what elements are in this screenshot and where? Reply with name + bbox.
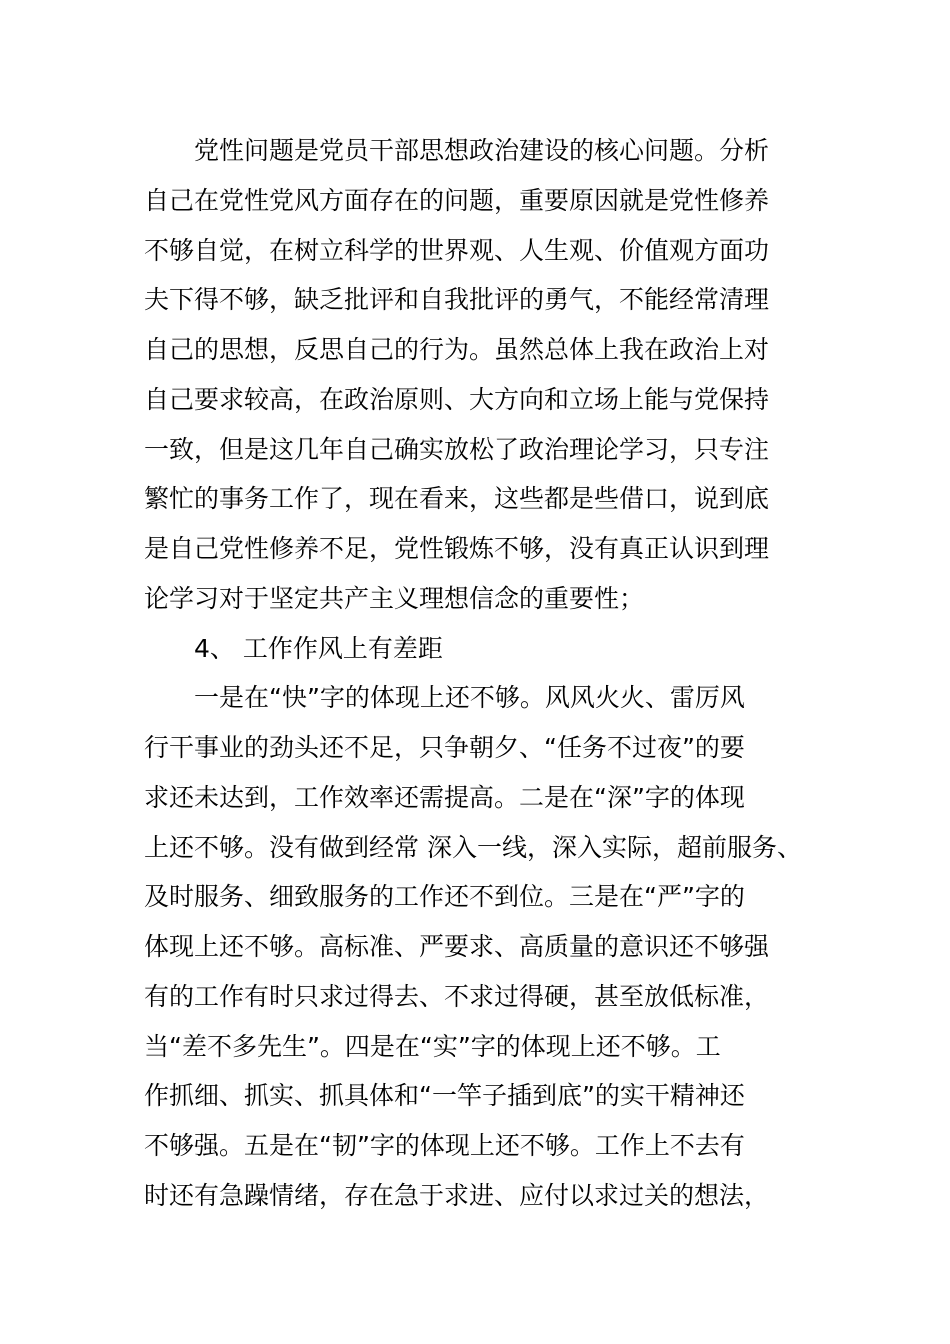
text-line: 行干事业的劲头还不足，只争朝夕、“任务不过夜”的要 [144,733,745,762]
text-line: 一是在“快”字的体现上还不够。风风火火、雷厉风 [194,683,745,712]
text-line: 及时服务、细致服务的工作还不到位。三是在“严”字的 [144,882,745,911]
text-line: 自己的思想，反思自己的行为。虽然总体上我在政治上对 [144,335,770,364]
text-line: 不够强。五是在“韧”字的体现上还不够。工作上不去有 [144,1131,745,1160]
text-line: 当“差不多先生”。四是在“实”字的体现上还不够。工 [144,1032,721,1061]
text-line: 上还不够。没有做到经常 深入一线，深入实际，超前服务、 [144,833,802,862]
text-line: 体现上还不够。高标准、严要求、高质量的意识还不够强 [144,932,770,961]
text-line: 自己要求较高，在政治原则、大方向和立场上能与党保持 [144,385,770,414]
text-line: 一致，但是这几年自己确实放松了政治理论学习，只专注 [144,435,770,464]
text-line: 求还未达到，工作效率还需提高。二是在“深”字的体现 [144,783,745,812]
text-line: 有的工作有时只求过得去、不求过得硬，甚至放低标准， [144,982,770,1011]
text-line: 作抓细、抓实、抓具体和“一竿子插到底”的实干精神还 [144,1081,745,1110]
text-line: 夫下得不够，缺乏批评和自我批评的勇气，不能经常清理 [144,285,770,314]
text-line: 论学习对于坚定共产主义理想信念的重要性； [144,584,645,613]
section-heading: 4、 工作作风上有差距 [194,634,443,663]
text-line: 时还有急躁情绪，存在急于求进、应付以求过关的想法， [144,1181,770,1210]
text-line: 自己在党性党风方面存在的问题，重要原因就是党性修养 [144,186,770,215]
text-line: 党性问题是党员干部思想政治建设的核心问题。分析 [194,136,770,165]
text-line: 不够自觉，在树立科学的世界观、人生观、价值观方面功 [144,236,770,265]
text-line: 是自己党性修养不足，党性锻炼不够，没有真正认识到理 [144,534,770,563]
text-line: 繁忙的事务工作了，现在看来，这些都是些借口，说到底 [144,484,770,513]
